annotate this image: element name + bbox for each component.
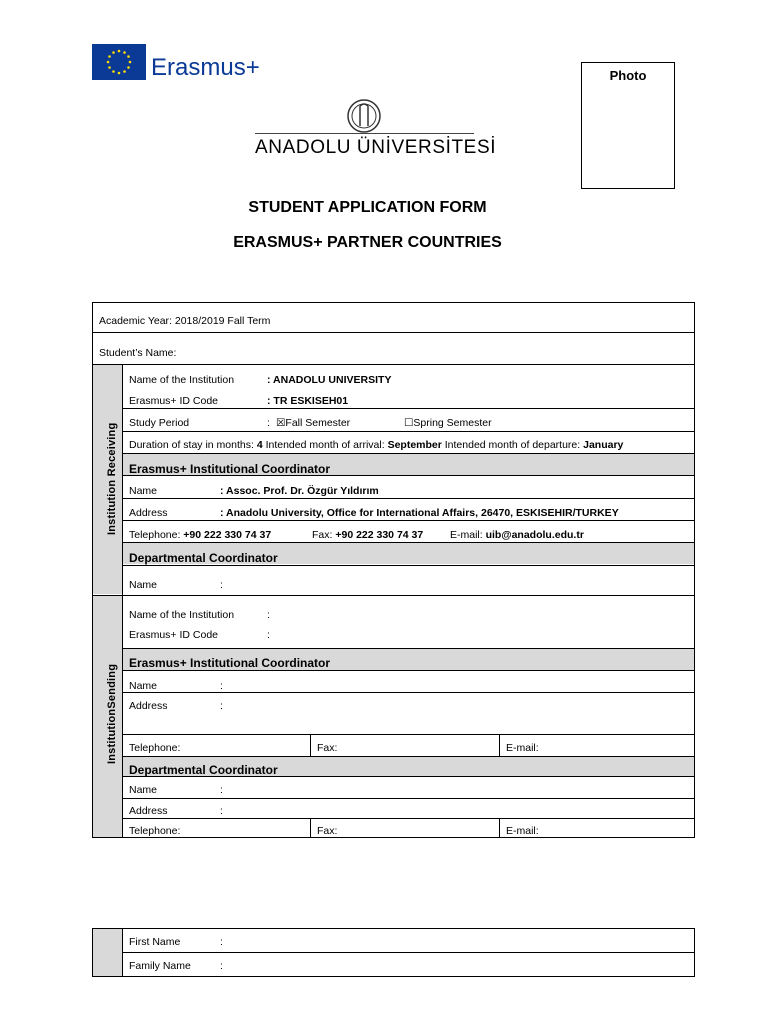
receiving-dept-coord-header: Departmental Coordinator [129, 551, 278, 565]
sending-dept-name-field[interactable]: : [220, 784, 223, 796]
cell-divider [499, 734, 500, 756]
sending-telephone-field[interactable]: Telephone: [129, 742, 181, 754]
row-line [122, 453, 694, 454]
receiving-name-value: : Assoc. Prof. Dr. Özgür Yıldırım [220, 485, 379, 497]
academic-year: Academic Year: 2018/2019 Fall Term [99, 315, 271, 327]
sending-dept-fax-field[interactable]: Fax: [317, 825, 338, 837]
first-name-field[interactable]: : [220, 936, 223, 948]
form-title: STUDENT APPLICATION FORM [248, 199, 487, 216]
row-line [122, 670, 694, 671]
arrival-label: Intended month of arrival: [262, 439, 388, 451]
sending-institution-label: Name of the Institution [129, 609, 235, 621]
study-period-colon: : [267, 417, 270, 429]
receiving-dept-name-field[interactable]: : [220, 579, 223, 591]
receiving-contact-row [129, 529, 271, 541]
table-border [92, 976, 694, 977]
table-border [92, 302, 694, 303]
sending-dept-coord-header: Departmental Coordinator [129, 763, 278, 777]
table-border [92, 928, 694, 929]
receiving-side-label: Institution Receiving [106, 422, 118, 535]
row-line [122, 408, 694, 409]
fax-value: +90 222 330 74 37 [335, 529, 424, 541]
table-border [694, 302, 695, 838]
departure-label: Intended month of departure: [441, 439, 584, 451]
sending-name-field[interactable]: : [220, 680, 223, 692]
sending-address-label: Address [129, 700, 168, 712]
sending-code-label: Erasmus+ ID Code [129, 629, 218, 641]
row-line [122, 818, 694, 819]
sending-inst-coord-header: Erasmus+ Institutional Coordinator [129, 656, 331, 670]
form-subtitle: ERASMUS+ PARTNER COUNTRIES [233, 234, 502, 251]
duration-value: 4 [256, 439, 263, 451]
receiving-institution-value: : ANADOLU UNIVERSITY [267, 374, 392, 386]
table-border [122, 928, 123, 977]
cell-divider [310, 734, 311, 756]
sending-email-field[interactable]: E-mail: [506, 742, 539, 754]
sending-dept-address-label: Address [129, 805, 168, 817]
row-line [122, 520, 694, 521]
receiving-code-label: Erasmus+ ID Code [129, 395, 218, 407]
logo-divider [255, 133, 474, 134]
eu-flag-logo [92, 44, 146, 80]
row-line [122, 798, 694, 799]
sending-dept-address-field[interactable]: : [220, 805, 223, 817]
erasmus-logo-text: Erasmus+ [151, 54, 260, 81]
table-border [92, 928, 93, 977]
photo-label: Photo [609, 68, 647, 83]
sending-address-field[interactable]: : [220, 700, 223, 712]
university-name: ANADOLU ÜNİVERSİTESİ [255, 137, 497, 158]
study-period-label: Study Period [129, 417, 190, 429]
receiving-address-value: : Anadolu University, Office for International Affairs, 26470, ESKISEHIR/TURKEY [220, 507, 619, 519]
family-name-field[interactable]: : [220, 960, 223, 972]
row-line [122, 756, 694, 757]
receiving-dept-name-label: Name [129, 579, 158, 591]
sending-dept-name-label: Name [129, 784, 158, 796]
family-name-label: Family Name [129, 960, 191, 972]
table-border [92, 837, 694, 838]
departure-value: January [583, 439, 624, 451]
duration-label: Duration of stay in months: [129, 439, 257, 451]
sending-dept-telephone-field[interactable]: Telephone: [129, 825, 181, 837]
receiving-institution-label: Name of the Institution [129, 374, 235, 386]
email-label: E-mail: [450, 529, 486, 541]
arrival-value: September [387, 439, 442, 451]
fax-label: Fax: [312, 529, 336, 541]
row-line [122, 692, 694, 693]
row-line [92, 332, 694, 333]
telephone-value: +90 222 330 74 37 [183, 529, 272, 541]
duration-row [129, 439, 623, 451]
telephone-label: Telephone: [129, 529, 184, 541]
receiving-inst-coord-header: Erasmus+ Institutional Coordinator [129, 462, 331, 476]
table-border [122, 364, 123, 838]
row-line [122, 498, 694, 499]
cell-divider [310, 818, 311, 837]
cell-divider [499, 818, 500, 837]
row-line [122, 648, 694, 649]
row-line [122, 734, 694, 735]
sending-name-label: Name [129, 680, 158, 692]
email-value: uib@anadolu.edu.tr [485, 529, 584, 541]
row-line [122, 431, 694, 432]
receiving-name-label: Name [129, 485, 158, 497]
row-line [122, 952, 694, 953]
receiving-code-value: : TR ESKISEH01 [267, 395, 349, 407]
first-name-label: First Name [129, 936, 181, 948]
spring-semester-checkbox[interactable]: ☐Spring Semester [404, 417, 492, 429]
students-name-field[interactable]: Student’s Name: [99, 347, 177, 359]
sending-institution-field[interactable]: : [267, 609, 270, 621]
sending-fax-field[interactable]: Fax: [317, 742, 338, 754]
row-line [92, 364, 694, 365]
sending-dept-email-field[interactable]: E-mail: [506, 825, 539, 837]
row-line [122, 565, 694, 566]
sending-side-label: InstitutionSending [106, 663, 118, 764]
row-line [122, 542, 694, 543]
receiving-address-label: Address [129, 507, 168, 519]
row-line [92, 595, 694, 596]
fall-semester-checkbox[interactable]: ☒Fall Semester [276, 417, 351, 429]
receiving-fax-row [312, 529, 423, 541]
table-border [694, 928, 695, 977]
receiving-email-row [450, 529, 584, 541]
table-border [92, 302, 93, 838]
anadolu-emblem-icon [346, 98, 382, 134]
sending-code-field[interactable]: : [267, 629, 270, 641]
personal-sidebar [92, 928, 122, 976]
